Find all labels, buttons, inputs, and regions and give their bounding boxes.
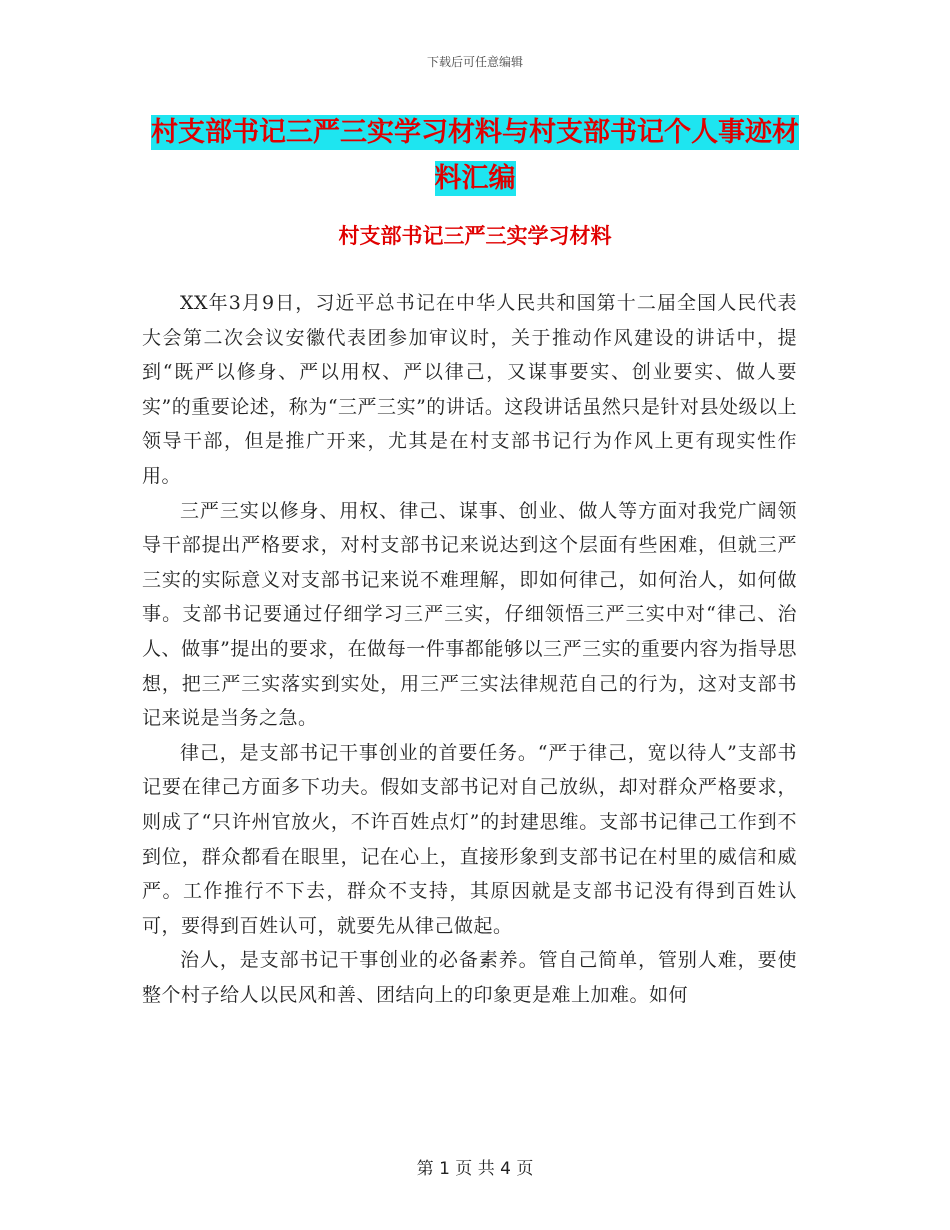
section-title: 村支部书记三严三实学习材料 — [338, 224, 612, 248]
page-footer: 第 1 页 共 4 页 — [416, 1159, 534, 1179]
document-title — [140, 110, 810, 202]
body-text — [142, 286, 797, 1012]
page-header: 下载后可任意编辑 — [426, 55, 523, 69]
document-title-text: 村支部书记三严三实学习材料与村支部书记个人事迹材料汇编 — [151, 117, 799, 194]
paragraph: 治人，是支部书记干事创业的必备素养。管自己简单，管别人难，要使整个村子给人以民风和善、团结向上的印象更是难上加难。如何 — [142, 949, 797, 1006]
paragraph: 三严三实以修身、用权、律己、谋事、创业、做人等方面对我党广阔领导干部提出严格要求，对村支部书记来说达到这个层面有些困难，但就三严三实的实际意义对支部书记来说不难理解，即如何律己，如何治人，如何做事。支部书记要通过仔细学习三严三实，仔细领悟三严三实中对“律己、治人、做事”提出的要求，在做每一件事都能够以三严三实的重要内容为指导思想，把三严三实落实到实处，用三严三实法律规范自己的行为，这对支部书记来说是当务之急。 — [142, 499, 797, 730]
paragraph: 律己，是支部书记干事创业的首要任务。“严于律己，宽以待人”支部书记要在律己方面多下功夫。假如支部书记对自己放纵，却对群众严格要求，则成了“只许州官放火，不许百姓点灯”的封建思维。支部书记律己工作到不到位，群众都看在眼里，记在心上，直接形象到支部书记在村里的威信和威严。工作推行不下去，群众不支持，其原因就是支部书记没有得到百姓认可，要得到百姓认可，就要先从律己做起。 — [142, 741, 797, 937]
paragraph: XX年3月9日，习近平总书记在中华人民共和国第十二届全国人民代表大会第二次会议安徽代表团参加审议时，关于推动作风建设的讲话中，提到“既严以修身、严以用权、严以律己，又谋事要实、创业要实、做人要实”的重要论述，称为“三严三实”的讲话。这段讲话虽然只是针对县处级以上领导干部，但是推广开来，尤其是在村支部书记行为作风上更有现实性作用。 — [142, 292, 797, 487]
